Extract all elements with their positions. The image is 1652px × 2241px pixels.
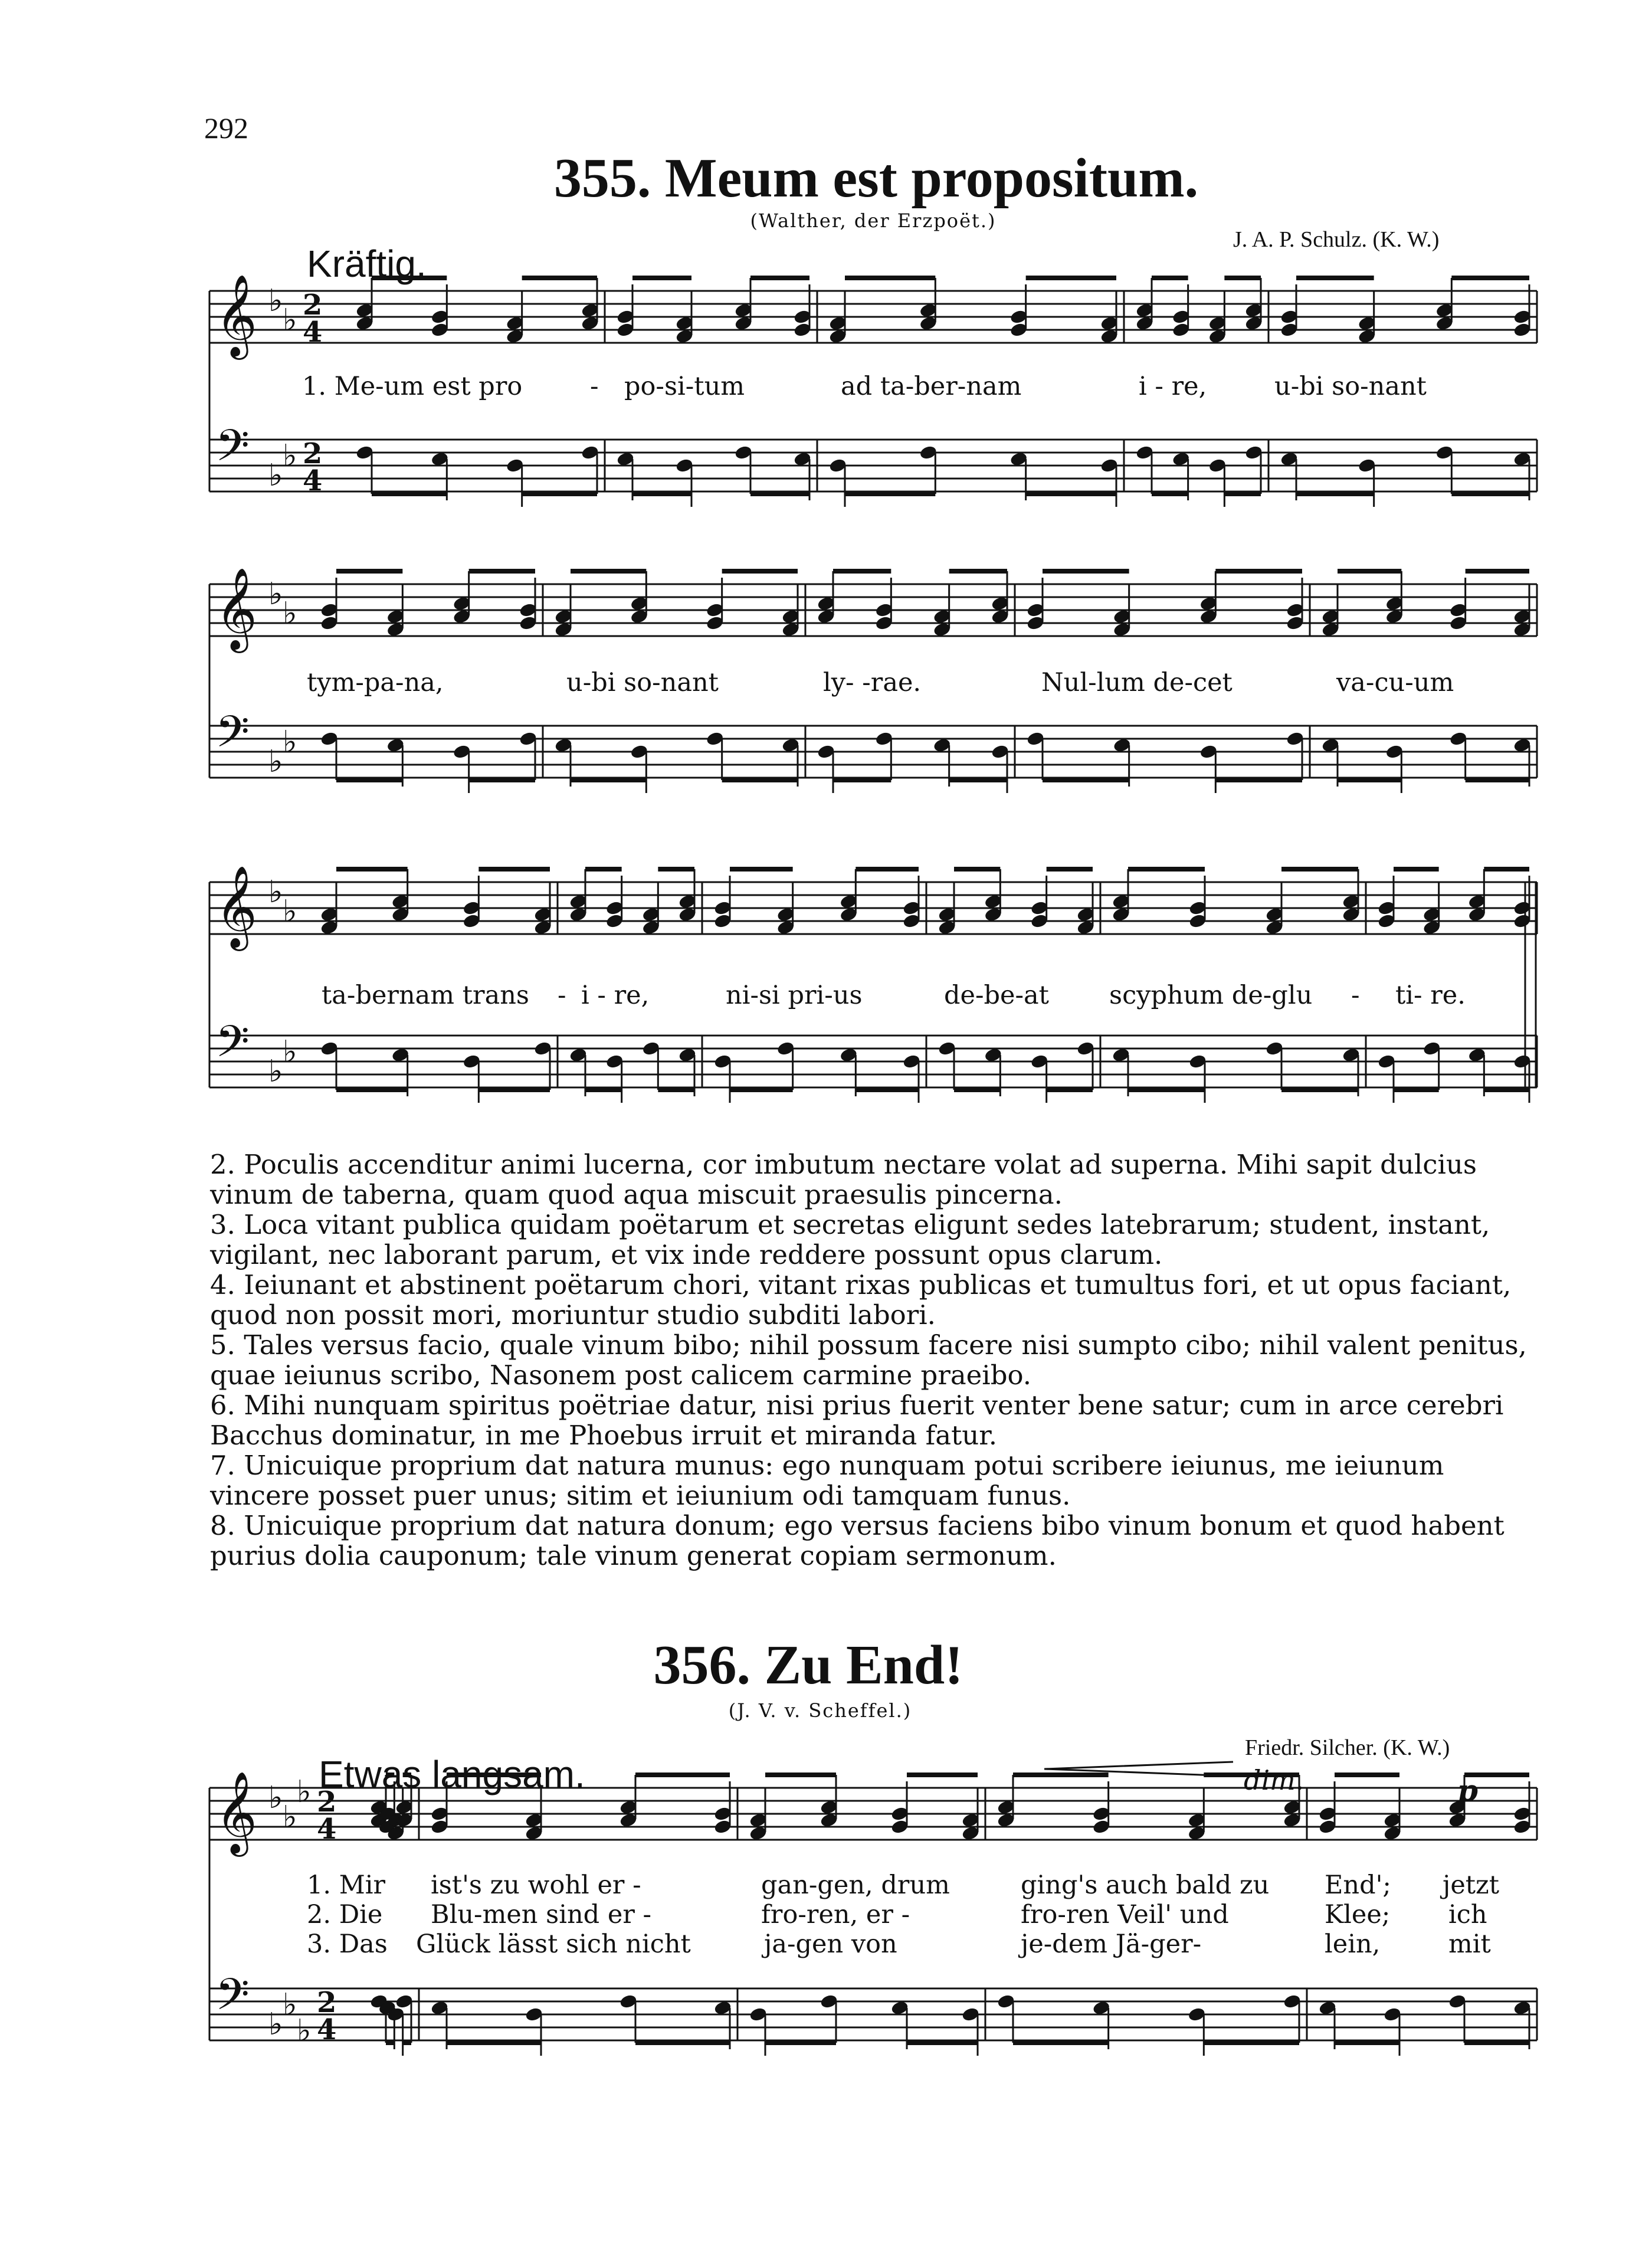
flat-icon: ♭: [268, 458, 283, 493]
treble-clef-icon: 𝄞: [215, 274, 257, 356]
flat-icon: ♭: [283, 596, 297, 631]
lyric-s3-seg1: ta-bernam trans: [322, 981, 529, 1010]
song-355-composer: J. A. P. Schulz. (K. W.): [1233, 227, 1440, 252]
flat-icon: ♭: [283, 725, 297, 760]
treble-clef-icon: 𝄞: [215, 1771, 257, 1853]
flat-icon: ♭: [268, 874, 283, 910]
lyric-356-v3-seg1: 3. Das: [307, 1929, 388, 1959]
verse-7: 7. Unicuique proprium dat natura munus: ego nunquam potui scribere ieiunus, me ieiunum vincere posset puer unus; sitim et ieiunium odi tamquam funus.: [210, 1450, 1444, 1511]
flat-icon: ♭: [268, 1780, 283, 1816]
flat-icon: ♭: [268, 2007, 283, 2042]
time-signature-bottom: 4: [303, 316, 323, 349]
lyric-s3-seg4: de-be-at: [944, 981, 1049, 1010]
lyric-356-v2-seg5: Klee;: [1325, 1900, 1391, 1929]
lyric-s1-seg3: ad ta-ber-nam: [841, 372, 1022, 401]
lyric-s1-seg5: u-bi so-nant: [1274, 372, 1427, 401]
verse-3: 3. Loca vitant publica quidam poëtarum et secretas eligunt sedes latebrarum; student, instant, vigilant, nec laborant parum, et vix inde reddere possunt opus clarum.: [210, 1209, 1490, 1270]
flat-icon: ♭: [268, 1054, 283, 1089]
lyric-356-v3-seg5: lein,: [1325, 1929, 1381, 1959]
brace: [186, 882, 205, 1087]
lyric-356-v2-seg3: fro-ren, er -: [761, 1900, 910, 1929]
lyric-s3-seg2: i - re,: [581, 981, 650, 1010]
time-signature-top: 2: [303, 289, 323, 322]
lyric-356-v1-seg5: End';: [1325, 1870, 1391, 1900]
song-356-title: 356. Zu End!: [653, 1634, 963, 1696]
time-signature-top: 2: [317, 1986, 337, 2019]
lyric-s2-seg5: va-cu-um: [1336, 668, 1454, 697]
dynamic-piano: p: [1457, 1773, 1478, 1808]
song-355-tempo: Kräftig.: [307, 243, 427, 285]
lyric-356-v3-seg4: je-dem Jä-ger-: [1021, 1929, 1202, 1959]
lyric-356-v1-seg6: jetzt: [1443, 1870, 1499, 1900]
flat-icon: ♭: [297, 2013, 312, 2049]
lyric-s2-seg3: ly- -rae.: [823, 668, 922, 697]
lyric-356-v3-seg2: Glück lässt sich nicht: [416, 1929, 691, 1959]
treble-clef-icon: 𝄞: [215, 866, 257, 948]
verse-2: 2. Poculis accenditur animi lucerna, cor imbutum nectare volat ad superna. Mihi sapit dulcius vinum de taberna, quam quod aqua miscuit praesulis pincerna.: [210, 1149, 1477, 1210]
song-355-verses: [210, 1149, 1532, 1571]
lyric-356-v2-seg1: 2. Die: [307, 1900, 383, 1929]
lyric-356-v1-seg1: 1. Mir: [307, 1870, 386, 1900]
page-number: 292: [204, 112, 248, 145]
bass-clef-icon: 𝄢: [215, 420, 250, 482]
lyric-356-v1-seg4: ging's auch bald zu: [1021, 1870, 1270, 1900]
lyric-356-v1-seg3: gan-gen, drum: [761, 1870, 950, 1900]
time-signature-bottom: 4: [303, 464, 323, 497]
flat-icon: ♭: [297, 1774, 312, 1810]
flat-icon: ♭: [283, 303, 297, 338]
time-signature-bottom: 4: [317, 1813, 337, 1846]
lyric-356-v2-seg2: Blu-men sind er -: [431, 1900, 652, 1929]
song-356-composer: Friedr. Silcher. (K. W.): [1245, 1735, 1450, 1760]
lyric-s1-seg2: po-si-tum: [624, 372, 745, 401]
time-signature-top: 2: [303, 437, 323, 470]
lyric-s3-seg3: ni-si pri-us: [726, 981, 863, 1010]
verse-5: 5. Tales versus facio, quale vinum bibo; nihil possum facere nisi sumpto cibo; nihil valent penitus, quae ieiunus scribo, Nasonem post calicem carmine praeibo.: [210, 1329, 1527, 1391]
lyric-s1-hyphen: -: [590, 372, 599, 401]
lyric-s3-hyphen1: -: [558, 981, 566, 1010]
brace: [186, 291, 205, 492]
flat-icon: ♭: [283, 438, 297, 474]
song-355-title: 355. Meum est propositum.: [553, 148, 1199, 209]
flat-icon: ♭: [268, 283, 283, 319]
lyric-356-v3-seg3: ja-gen von: [764, 1929, 897, 1959]
lyric-s2-seg4: Nul-lum de-cet: [1041, 668, 1233, 697]
lyric-356-v3-seg6: mit: [1448, 1929, 1491, 1959]
bass-clef-icon: 𝄢: [215, 1016, 250, 1078]
lyric-356-v2-seg4: fro-ren Veil' und: [1021, 1900, 1229, 1929]
brace: [186, 584, 205, 778]
treble-clef-icon: 𝄞: [215, 568, 257, 650]
lyric-s2-seg2: u-bi so-nant: [566, 668, 719, 697]
bass-clef-icon: 𝄢: [215, 1969, 250, 2031]
lyric-356-v1-seg2: ist's zu wohl er -: [431, 1870, 641, 1900]
flat-icon: ♭: [268, 744, 283, 779]
bass-clef-icon: 𝄢: [215, 706, 250, 768]
lyric-s3-seg5: scyphum de-glu: [1109, 981, 1313, 1010]
lyric-s3-seg6: ti- re.: [1395, 981, 1466, 1010]
brace: [186, 1788, 205, 2040]
verse-8: 8. Unicuique proprium dat natura donum; ego versus faciens bibo vinum bonum et quod habent purius dolia cauponum; tale vinum generat copiam sermonum.: [210, 1510, 1504, 1571]
lyric-356-v2-seg6: ich: [1448, 1900, 1487, 1929]
lyric-s3-hyphen2: -: [1351, 981, 1360, 1010]
dynamic-dim: dim.: [1244, 1764, 1304, 1796]
song-355-lyricist: (Walther, der Erzpoët.): [750, 209, 997, 232]
verse-6: 6. Mihi nunquam spiritus poëtriae datur, nisi prius fuerit venter bene satur; cum in arce cerebri Bacchus dominatur, in me Phoebus irruit et miranda fatur.: [210, 1390, 1504, 1451]
time-signature-top: 2: [317, 1785, 337, 1819]
flat-icon: ♭: [283, 1034, 297, 1070]
flat-icon: ♭: [283, 1800, 297, 1835]
flat-icon: ♭: [268, 576, 283, 612]
lyric-s2-seg1: tym-pa-na,: [307, 668, 444, 697]
flat-icon: ♭: [283, 1987, 297, 2023]
time-signature-bottom: 4: [317, 2013, 337, 2046]
song-356-tempo: Etwas langsam.: [319, 1753, 585, 1796]
lyric-s1-seg1: 1. Me-um est pro: [302, 372, 523, 401]
verse-4: 4. Ieiunant et abstinent poëtarum chori, vitant rixas publicas et tumultus fori, et ut opus faciant, quod non possit mori, moriuntur studio subditi labori.: [210, 1269, 1512, 1331]
flat-icon: ♭: [283, 894, 297, 929]
lyric-s1-seg4: i - re,: [1139, 372, 1207, 401]
song-356-lyricist: (J. V. v. Scheffel.): [728, 1699, 912, 1722]
